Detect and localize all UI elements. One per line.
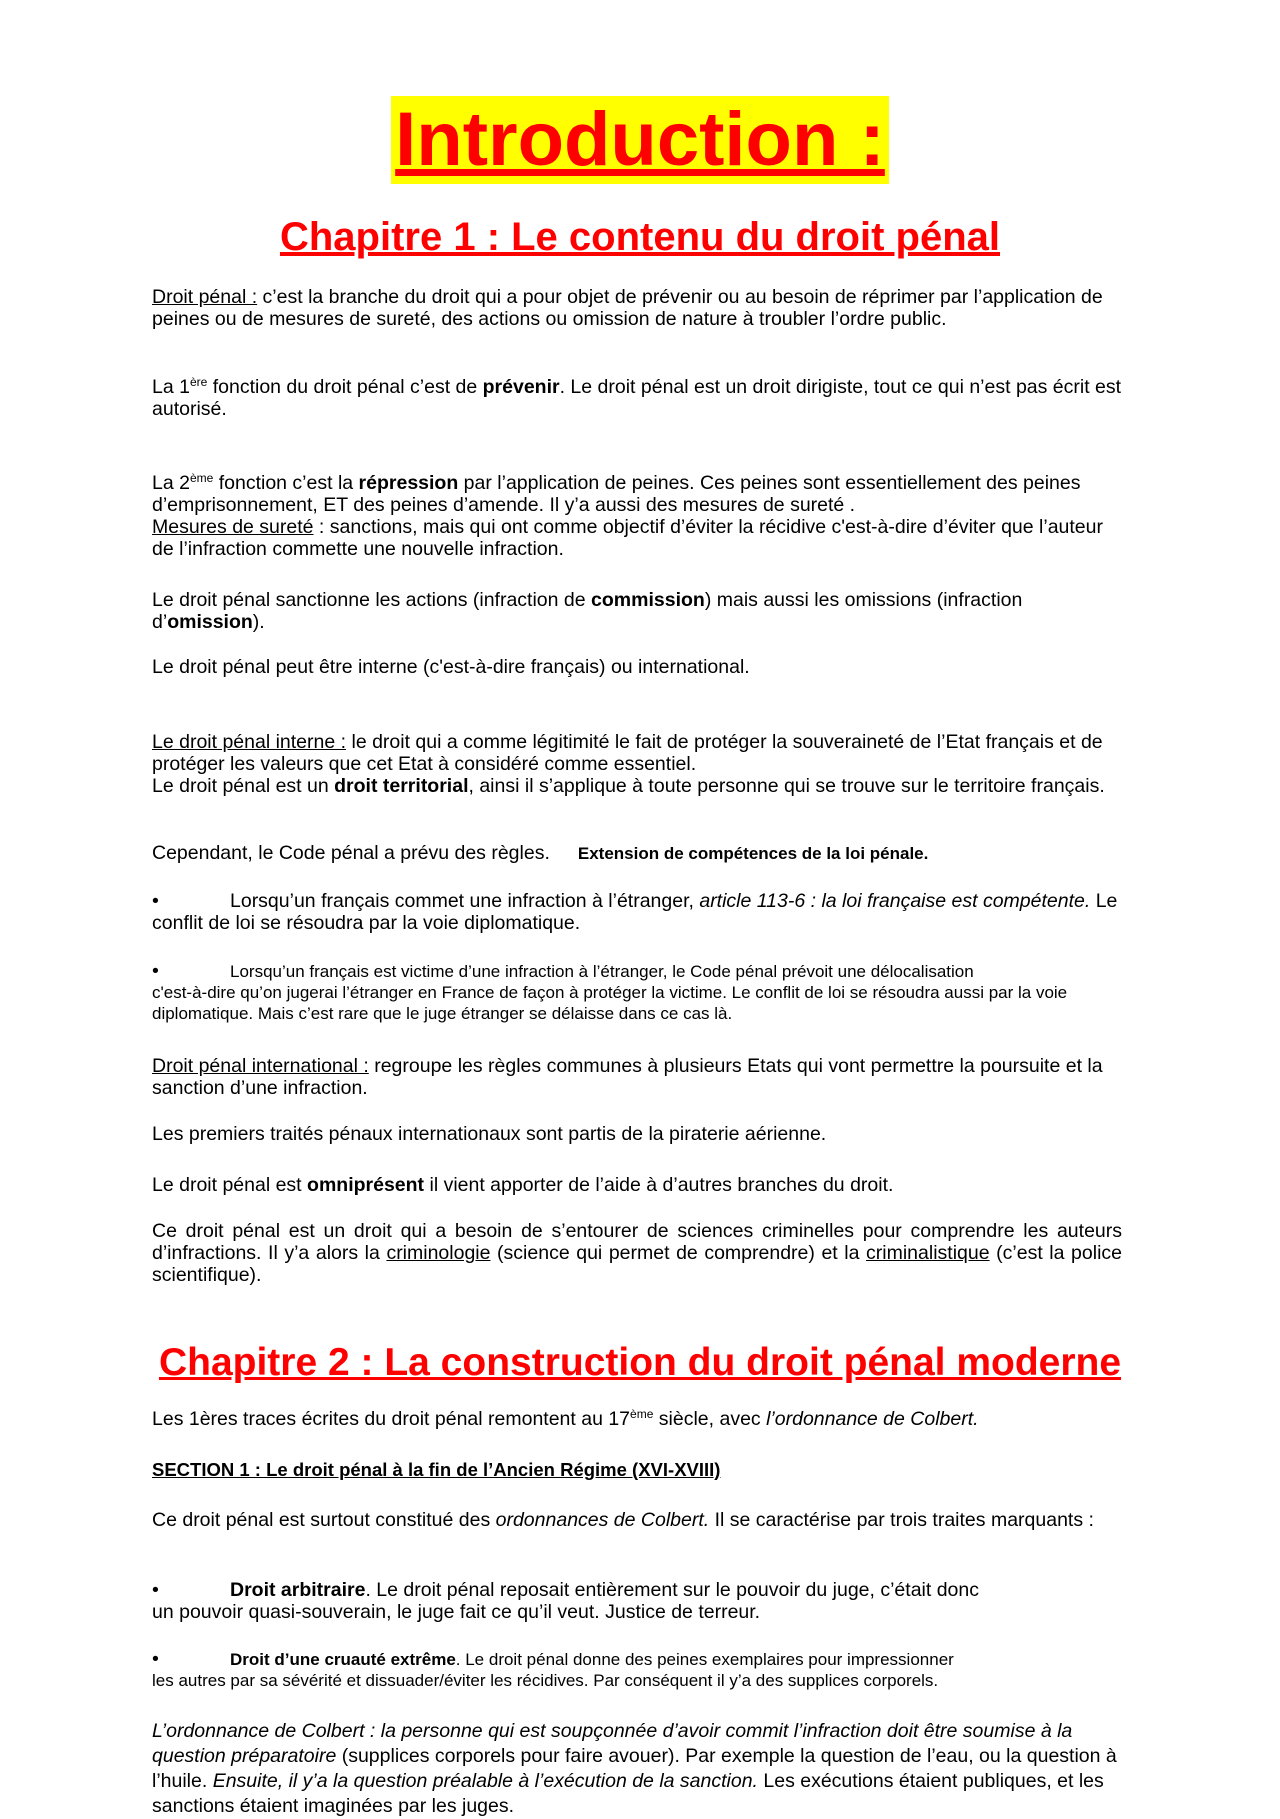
italic-text: ordonnances de Colbert.	[495, 1509, 710, 1531]
text: (c’est la police scientifique).	[152, 1242, 1122, 1286]
sciences-paragraph	[152, 1220, 1122, 1286]
text: c'est-à-dire qu’on jugerai l’étranger en France de façon à protéger la victime. Le conflit de loi se résoudra aussi par la voie diplomatique. Mais c’est rare que le juge étranger se délaisse dans ce cas là.	[152, 983, 1068, 1023]
page-title: Introduction :	[391, 96, 889, 184]
text: (supplices corporels pour faire avouer). Par exemple la question de l’eau, ou la question à l’huile.	[152, 1745, 1117, 1792]
bold-text: Droit arbitraire	[230, 1579, 366, 1601]
mesures-text: : sanctions, mais qui ont comme objectif d’éviter la récidive c'est-à-dire d’éviter que l’auteur de l’infraction commette une nouvelle infraction.	[152, 516, 1103, 560]
text: Le droit pénal sanctionne les actions (infraction de	[152, 589, 592, 611]
chapter-2-heading: Chapitre 2 : La construction du droit pénal moderne	[158, 1341, 1122, 1384]
text: par l’application de peines. Ces peines sont essentiellement des peines d’emprisonnement, ET des peines d’amende. Il y’a aussi des mesures de sureté .	[152, 472, 1081, 516]
superscript: ère	[189, 375, 208, 389]
bold-text: omission	[167, 611, 253, 633]
extension-heading: Extension de compétences de la loi pénale.	[577, 844, 929, 863]
text: Les exécutions étaient publiques, et les sanctions étaient imaginées par les juges.	[152, 1770, 1104, 1817]
droit-interne-label: Le droit pénal interne :	[152, 731, 347, 753]
criminologie-term: criminologie	[386, 1242, 491, 1264]
arbitraire-paragraph	[152, 1579, 1122, 1623]
droit-interne-paragraph	[152, 731, 1122, 797]
bullet-2-paragraph	[152, 961, 1122, 1024]
text: ).	[252, 611, 265, 633]
traites-paragraph: Les premiers traités pénaux internationaux sont partis de la piraterie aérienne.	[152, 1123, 827, 1145]
mesures-label: Mesures de sureté	[152, 516, 314, 538]
text: Le droit pénal est	[152, 1174, 308, 1196]
bullet-icon: •	[152, 960, 159, 982]
bullet-icon: •	[152, 890, 159, 912]
omnipresent-paragraph	[152, 1174, 1122, 1196]
italic-text: article 113-6 : la loi française est compétente.	[699, 890, 1091, 912]
title-container	[0, 96, 1280, 184]
criminalistique-term: criminalistique	[866, 1242, 990, 1264]
text: regroupe les règles communes à plusieurs Etats qui vont permettre la poursuite et la sanction d’une infraction.	[152, 1055, 1103, 1099]
function-2-paragraph	[152, 472, 1122, 560]
definition-label: Droit pénal :	[152, 286, 258, 308]
text: Le droit pénal est un	[152, 775, 335, 797]
interne-international-paragraph: Le droit pénal peut être interne (c'est-à-dire français) ou international.	[152, 656, 750, 678]
text: il vient apporter de l’aide à d’autres branches du droit.	[424, 1174, 894, 1196]
text: siècle, avec	[653, 1408, 767, 1430]
bold-text: prévenir	[482, 376, 560, 398]
definition-paragraph	[152, 286, 1122, 330]
text: Le conflit de loi se résoudra par la voie diplomatique.	[152, 890, 1118, 934]
text: Ce droit pénal est surtout constitué des	[152, 1509, 496, 1531]
text: ) mais aussi les omissions (infraction d’	[152, 589, 1023, 633]
text: . Le droit pénal est un droit dirigiste, tout ce qui n’est pas écrit est autorisé.	[152, 376, 1122, 420]
text: . Le droit pénal donne des peines exemplaires pour impressionner	[455, 1650, 954, 1669]
text: Lorsqu’un français commet une infraction à l’étranger,	[230, 890, 700, 912]
text: le droit qui a comme légitimité le fait de protéger la souveraineté de l’Etat français et de protéger les valeurs que cet Etat à considéré comme essentiel.	[152, 731, 1103, 775]
chapter-1-heading: Chapitre 1 : Le contenu du droit pénal	[279, 215, 1001, 259]
droit-international-label: Droit pénal international :	[152, 1055, 369, 1077]
section-title: SECTION 1 : Le droit pénal à la fin de l’Ancien Régime (XVI-XVIII)	[152, 1459, 721, 1480]
bold-text: omniprésent	[307, 1174, 425, 1196]
text: La 2	[152, 472, 190, 494]
function-1-paragraph	[152, 376, 1122, 420]
bullet-icon: •	[152, 1648, 159, 1670]
bold-text: commission	[591, 589, 705, 611]
droit-international-paragraph	[152, 1055, 1122, 1099]
bold-text: répression	[358, 472, 459, 494]
text: fonction c’est la	[213, 472, 359, 494]
text: , ainsi il s’applique à toute personne qui se trouve sur le territoire français.	[468, 775, 1105, 797]
italic-text: Ensuite, il y’a la question préalable à l’exécution de la sanction.	[212, 1770, 758, 1792]
text: Cependant, le Code pénal a prévu des règles.	[152, 842, 550, 864]
ordonnance-paragraph	[152, 1719, 1122, 1819]
bold-text: droit territorial	[334, 775, 469, 797]
constitue-paragraph	[152, 1509, 1122, 1531]
text: fonction du droit pénal c’est de	[207, 376, 483, 398]
cruaute-paragraph	[152, 1649, 1122, 1691]
text: Les 1ères traces écrites du droit pénal remontent au 17	[152, 1408, 631, 1430]
text: . Le droit pénal reposait entièrement sur le pouvoir du juge, c’était donc	[365, 1579, 979, 1601]
italic-text: l’ordonnance de Colbert.	[766, 1408, 979, 1430]
italic-text: L’ordonnance de Colbert : la personne qui est soupçonnée d’avoir commit l’infraction doit être soumise à la question préparatoire	[152, 1720, 1073, 1767]
text: Lorsqu’un français est victime d’une infraction à l’étranger, le Code pénal prévoit une délocalisation	[230, 962, 974, 981]
text: Il se caractérise par trois traites marquants :	[709, 1509, 1094, 1531]
definition-text: c’est la branche du droit qui a pour objet de prévenir ou au besoin de réprimer par l’application de peines ou de mesures de sureté, des actions ou omission de nature à troubler l’ordre public.	[152, 286, 1103, 330]
bold-text: Droit d’une cruauté extrême	[230, 1650, 456, 1669]
bullet-icon: •	[152, 1579, 159, 1601]
cependant-paragraph	[152, 842, 1122, 865]
superscript: ème	[630, 1407, 654, 1421]
text: les autres par sa sévérité et dissuader/éviter les récidives. Par conséquent il y’a des supplices corporels.	[152, 1671, 939, 1690]
superscript: ème	[189, 471, 214, 485]
text: Ce droit pénal est un droit qui a besoin de s’entourer de sciences criminelles pour comprendre les auteurs d’infractions. Il y’a alors la	[152, 1220, 1122, 1264]
actions-paragraph	[152, 589, 1122, 633]
text: un pouvoir quasi-souverain, le juge fait ce qu’il veut. Justice de terreur.	[152, 1601, 761, 1623]
bullet-1-paragraph	[152, 890, 1122, 934]
section-1-heading	[152, 1459, 1122, 1481]
traces-paragraph	[152, 1408, 1122, 1430]
text: La 1	[152, 376, 190, 398]
text: (science qui permet de comprendre) et la	[490, 1242, 867, 1264]
